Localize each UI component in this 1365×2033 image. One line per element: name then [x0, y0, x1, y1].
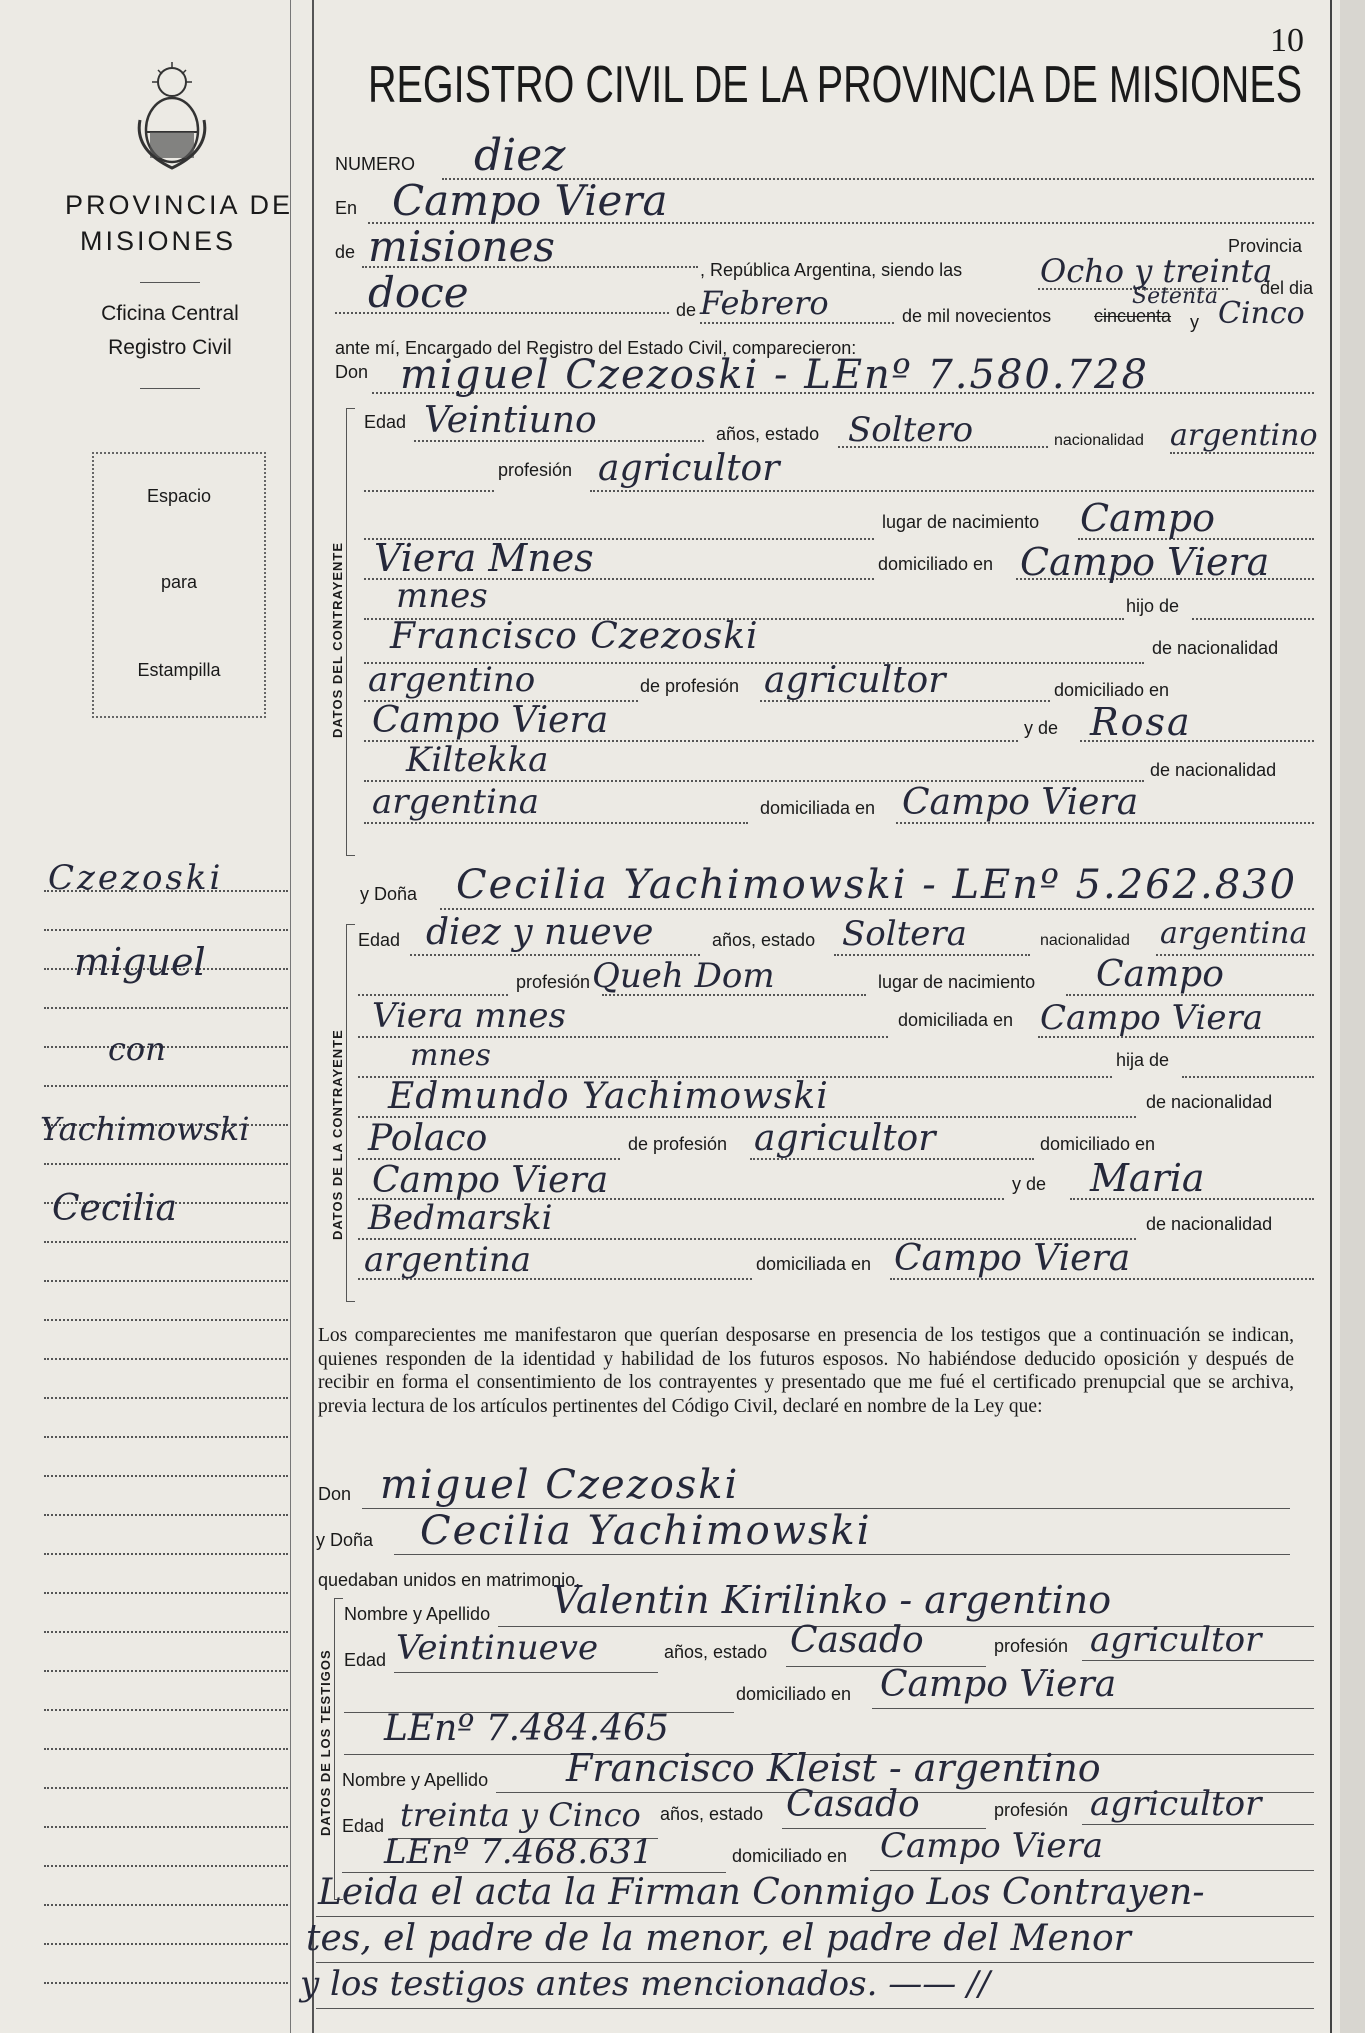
- decl-dona-label: y Doña: [316, 1530, 374, 1550]
- bride-padre-value: Edmundo Yachimowski: [388, 1076, 829, 1117]
- en-value: Campo Viera: [392, 176, 668, 225]
- w2-len: LEnº 7.468.631: [384, 1832, 654, 1872]
- hora-value: Ocho y treinta: [1040, 252, 1273, 290]
- w1-anos-estado: años, estado: [664, 1642, 768, 1662]
- margin-ruled-line: [44, 1358, 288, 1360]
- groom-anos-estado: años, estado: [716, 424, 820, 444]
- w2-profesion-label: profesión: [994, 1800, 1069, 1820]
- sidebar-office-line1: Cficina Central: [101, 302, 239, 325]
- bride-madre-dom-label: domiciliada en: [756, 1254, 872, 1274]
- groom-name-value: miguel Czezoski - LEnº 7.580.728: [400, 352, 1149, 398]
- bride-profesion-label: profesión: [516, 972, 591, 992]
- margin-ruled-line: [44, 1319, 288, 1321]
- bride-madre-value-2: Bedmarski: [368, 1198, 553, 1238]
- groom-section-label: DATOS DEL CONTRAYENTE: [330, 541, 345, 738]
- groom-lugar-label: lugar de nacimiento: [882, 512, 1040, 532]
- sidebar-province-line2: MISIONES: [79, 226, 237, 256]
- anio-value: Cinco: [1218, 296, 1305, 331]
- groom-y-de: y de: [1024, 718, 1059, 738]
- bride-lugar-value-2: Viera mnes: [372, 996, 566, 1036]
- dia-value: doce: [368, 268, 469, 317]
- bride-madre-nac: argentina: [364, 1240, 532, 1280]
- republica-text: , República Argentina, siendo las: [700, 260, 963, 280]
- w1-edad: Veintinueve: [396, 1628, 599, 1668]
- anio-text: de mil novecientos: [902, 306, 1052, 326]
- groom-hijo-line: [1192, 618, 1314, 620]
- coat-of-arms-icon: [130, 60, 214, 172]
- bride-padre-dom: Campo Viera: [372, 1160, 609, 1201]
- decl-dona-line: [394, 1554, 1290, 1555]
- w1-name: Valentin Kirilinko - argentino: [552, 1578, 1112, 1622]
- bride-de-profesion: de profesión: [628, 1134, 728, 1154]
- groom-profesion-line: [590, 490, 1314, 492]
- margin-ruled-line: [44, 1826, 288, 1828]
- margin-ruled-line: [44, 1631, 288, 1633]
- bride-padre-prof: agricultor: [754, 1118, 936, 1159]
- groom-madre-nac-line: [364, 822, 748, 824]
- w2-estado: Casado: [786, 1784, 920, 1825]
- bride-padre-dom-label: domiciliado en: [1040, 1134, 1156, 1154]
- groom-lugar-value-1: Campo: [1080, 496, 1215, 540]
- margin-ruled-line: [44, 1787, 288, 1789]
- w1-domiciliado-label: domiciliado en: [736, 1684, 852, 1704]
- de-label: de: [335, 242, 356, 262]
- page-number: 10: [1270, 22, 1304, 59]
- w2-prof-line: [1082, 1824, 1314, 1825]
- bride-profesion-value: Queh Dom: [592, 956, 775, 996]
- anio-correction: Setenta: [1132, 284, 1219, 309]
- bride-section-label: DATOS DE LA CONTRAYENTE: [330, 1029, 345, 1240]
- w1-dom-line: [872, 1708, 1314, 1709]
- margin-note-line: miguel: [74, 940, 206, 984]
- bride-bracket: [346, 924, 355, 1302]
- mes-line: [700, 322, 894, 324]
- margin-ruled-line: [44, 1514, 288, 1516]
- quedaban-text: quedaban unidos en matrimonio.: [318, 1570, 581, 1590]
- margin-ruled-line: [44, 1553, 288, 1555]
- groom-madre-value-2: Kiltekka: [406, 740, 549, 780]
- margin-ruled-line: [44, 1280, 288, 1282]
- stamp-label: Estampilla: [137, 660, 221, 680]
- w2-name: Francisco Kleist - argentino: [566, 1746, 1101, 1790]
- groom-domicilio-value-2: mnes: [396, 576, 488, 616]
- bride-madre-dom: Campo Viera: [894, 1238, 1131, 1279]
- w2-edad-label: Edad: [342, 1816, 385, 1836]
- w2-nombre-label: Nombre y Apellido: [342, 1770, 489, 1790]
- bride-domicilio-value-2: mnes: [410, 1038, 491, 1073]
- en-label: En: [335, 198, 358, 218]
- w2-dom: Campo Viera: [880, 1826, 1104, 1866]
- don-label: Don: [335, 362, 369, 382]
- bride-padre-nac: Polaco: [368, 1118, 488, 1159]
- w1-dom: Campo Viera: [880, 1664, 1117, 1705]
- groom-profesion-value: agricultor: [598, 448, 780, 489]
- groom-padre-dom: Campo Viera: [372, 700, 609, 741]
- stamp-space-box: [92, 452, 266, 718]
- margin-ruled-line: [44, 1709, 288, 1711]
- del-dia-label: del dia: [1260, 278, 1314, 298]
- mes-value: Febrero: [700, 284, 829, 322]
- groom-de-profesion: de profesión: [640, 676, 740, 696]
- groom-hijo-de: hijo de: [1126, 596, 1180, 616]
- bride-madre-value-1: Maria: [1090, 1156, 1205, 1200]
- closing-line: [316, 1916, 1314, 1917]
- bride-estado-value: Soltera: [842, 914, 967, 954]
- bride-domiciliada-label: domiciliada en: [898, 1010, 1014, 1030]
- groom-profesion-pre-line: [364, 490, 494, 492]
- margin-ruled-line: [44, 1904, 288, 1906]
- margin-ruled-line: [44, 1670, 288, 1672]
- witness-bracket: [334, 1598, 343, 1900]
- provincia-label: Provincia: [1228, 236, 1303, 256]
- bride-domicilio-value-1: Campo Viera: [1040, 998, 1264, 1038]
- margin-note-line: con: [108, 1030, 166, 1068]
- bride-y-de: y de: [1012, 1174, 1047, 1194]
- margin-ruled-line: [44, 1592, 288, 1594]
- closing-text-line: Leida el acta la Firman Conmigo Los Contrayen-: [318, 1872, 1205, 1913]
- bride-name-line: [440, 908, 1314, 910]
- w2-anos-estado: años, estado: [660, 1804, 764, 1824]
- bride-lugar-value-1: Campo: [1096, 954, 1224, 995]
- closing-line: [316, 1962, 1314, 1963]
- w2-edad: treinta y Cinco: [400, 1796, 641, 1834]
- bride-name-value: Cecilia Yachimowski - LEnº 5.262.830: [456, 862, 1298, 908]
- margin-ruled-line: [44, 1982, 288, 1984]
- bride-nacionalidad-label: nacionalidad: [1040, 932, 1130, 949]
- groom-madre-dom: Campo Viera: [902, 782, 1139, 823]
- groom-edad-label: Edad: [364, 412, 407, 432]
- margin-ruled-line: [44, 1475, 288, 1477]
- groom-padre-prof: agricultor: [764, 660, 946, 701]
- groom-bracket: [346, 408, 355, 856]
- margin-note-line: Czezoski: [48, 858, 224, 898]
- groom-domicilio-value-1: Campo Viera: [1020, 540, 1270, 584]
- closing-text-line: tes, el padre de la menor, el padre del Menor: [306, 1918, 1131, 1959]
- sidebar-office-line2: Registro Civil: [108, 336, 232, 359]
- groom-padre-nac: argentino: [368, 660, 536, 700]
- w1-edad-label: Edad: [344, 1650, 387, 1670]
- bride-edad-label: Edad: [358, 930, 401, 950]
- w2-domiciliado-label: domiciliado en: [732, 1846, 848, 1866]
- stamp-label: Espacio: [146, 486, 212, 506]
- sidebar-rule: [140, 388, 200, 389]
- decl-don-label: Don: [318, 1484, 352, 1504]
- margin-ruled-line: [44, 1163, 288, 1165]
- bride-lugar-label: lugar de nacimiento: [878, 972, 1036, 992]
- de-mes-label: de: [676, 300, 697, 320]
- numero-label: NUMERO: [335, 154, 415, 174]
- bride-hija-line: [1182, 1076, 1314, 1078]
- groom-lugar-value-2: Viera Mnes: [374, 536, 594, 580]
- closing-line: [316, 2008, 1314, 2009]
- w1-nombre-label: Nombre y Apellido: [344, 1604, 491, 1624]
- bride-anos-estado: años, estado: [712, 930, 816, 950]
- margin-note-line: Yachimowski: [40, 1110, 250, 1148]
- groom-profesion-label: profesión: [498, 460, 573, 480]
- groom-domiciliada-label: domiciliada en: [760, 798, 876, 818]
- w1-edad-line: [394, 1672, 658, 1673]
- bride-madre-nac-label: de nacionalidad: [1146, 1214, 1273, 1234]
- numero-value: diez: [474, 130, 566, 181]
- sidebar-rule: [140, 282, 200, 283]
- sidebar-province-line1: PROVINCIA DE: [64, 190, 294, 220]
- margin-ruled-line: [44, 1241, 288, 1243]
- declaration-paragraph: Los comparecientes me manifestaron que querían desposarse en presencia de los testigos que a continuación se indican, quienes responden de la identidad y habilidad de los futuros esposos. No habiéndose deducido oposición y después de recibir en forma el consentimiento de los contrayentes y presentado que me fué el certificado prenupcial que se archiva, previa lectura de los artículos pertinentes del Código Civil, declaré en nombre de la Ley que:: [318, 1325, 1294, 1417]
- margin-ruled-line: [44, 1085, 288, 1087]
- bride-nacionalidad-value: argentina: [1160, 916, 1308, 951]
- w1-profesion-label: profesión: [994, 1636, 1069, 1656]
- groom-madre-nac: argentina: [372, 782, 540, 822]
- closing-text-line: y los testigos antes mencionados. —— //: [300, 1964, 990, 2004]
- groom-de-nacionalidad: de nacionalidad: [1152, 638, 1279, 658]
- anio-y: y: [1190, 312, 1199, 332]
- margin-ruled-line: [44, 929, 288, 931]
- w1-len: LEnº 7.484.465: [384, 1708, 669, 1749]
- margin-ruled-line: [44, 1007, 288, 1009]
- anio-cincuenta: cincuenta: [1094, 306, 1172, 326]
- groom-estado-value: Soltero: [848, 410, 974, 450]
- margin-ruled-line: [44, 1397, 288, 1399]
- groom-padre-dom-label: domiciliado en: [1054, 680, 1170, 700]
- margin-divider: [290, 0, 291, 2033]
- groom-madre-nac-label: de nacionalidad: [1150, 760, 1277, 780]
- groom-padre-value: Francisco Czezoski: [390, 616, 759, 657]
- w1-prof-line: [1082, 1660, 1314, 1661]
- de-value: misiones: [368, 222, 555, 271]
- ante-mi-text: ante mí, Encargado del Registro del Estado Civil, comparecieron:: [335, 338, 857, 358]
- decl-dona-value: Cecilia Yachimowski: [420, 1508, 872, 1554]
- decl-don-value: miguel Czezoski: [380, 1462, 740, 1508]
- bride-estado-line: [834, 954, 1030, 956]
- margin-ruled-line: [44, 1865, 288, 1867]
- groom-domiciliado-label: domiciliado en: [878, 554, 994, 574]
- margin-note-line: Cecilia: [52, 1188, 178, 1229]
- document-title: REGISTRO CIVIL DE LA PROVINCIA DE MISIONES: [368, 56, 1303, 114]
- groom-edad-value: Veintiuno: [424, 400, 597, 441]
- stamp-label: para: [160, 572, 198, 592]
- margin-ruled-line: [44, 1436, 288, 1438]
- margin-ruled-line: [44, 1748, 288, 1750]
- w2-dom-line: [870, 1870, 1314, 1871]
- page-right-edge: [1330, 0, 1332, 2033]
- groom-nacionalidad-label: nacionalidad: [1054, 432, 1144, 449]
- groom-nacionalidad-value: argentino: [1170, 418, 1318, 453]
- margin-ruled-line: [44, 1046, 288, 1048]
- w2-prof: agricultor: [1090, 1784, 1262, 1824]
- margin-ruled-line: [44, 1943, 288, 1945]
- w1-prof: agricultor: [1090, 1620, 1262, 1660]
- w1-estado: Casado: [790, 1620, 924, 1661]
- bride-edad-value: diez y nueve: [426, 912, 654, 953]
- bride-de-nacionalidad: de nacionalidad: [1146, 1092, 1273, 1112]
- dona-label: y Doña: [360, 884, 418, 904]
- witness-section-label: DATOS DE LOS TESTIGOS: [318, 1649, 333, 1836]
- groom-madre-value-1: Rosa: [1090, 700, 1192, 744]
- bride-hija-de: hija de: [1116, 1050, 1170, 1070]
